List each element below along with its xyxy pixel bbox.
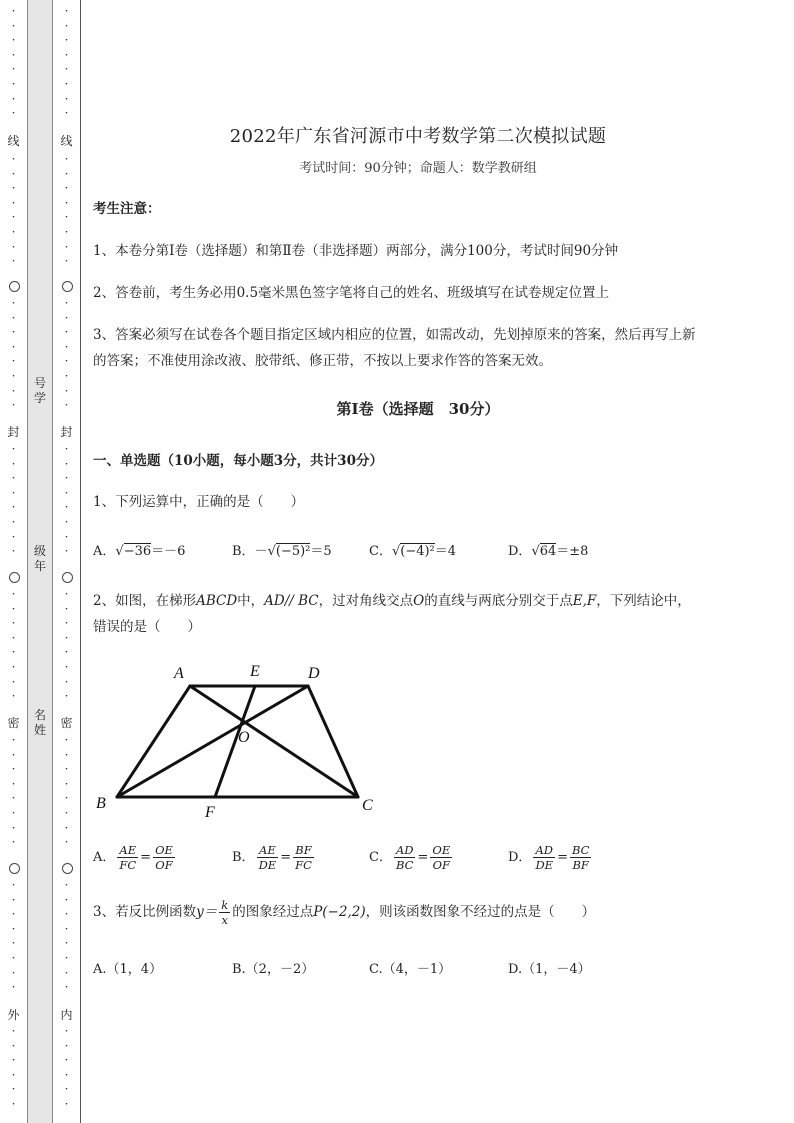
binding-char-secret: 密 xyxy=(0,716,27,730)
section-title: 第Ⅰ卷（选择题 30分） xyxy=(336,400,500,418)
q3-choice-c: C.（4，－1） xyxy=(369,962,452,977)
q1-stem: 1、下列运算中，正确的是（ ） xyxy=(93,494,305,510)
q3-choice-b: B.（2，－2） xyxy=(232,962,315,977)
q1-choice-b: B．－√(−5)²＝5 xyxy=(232,544,332,559)
vertex-b: B xyxy=(96,795,106,812)
binding-circle xyxy=(9,281,20,292)
notice-3: 3、答案必须写在试卷各个题目指定区域内相应的位置，如需改动，先划掉原来的答案，然后再写上新 xyxy=(93,327,696,343)
dotted-line: · · · · · · · · xyxy=(11,587,16,704)
trapezoid-figure xyxy=(90,652,390,824)
exam-subtitle: 考试时间：90分钟；命题人：数学教研组 xyxy=(299,161,537,176)
q3-choice-a: A.（1，4） xyxy=(93,962,163,977)
q1-choice-d: D．√64＝±8 xyxy=(508,544,589,559)
label-grade: 级 年 xyxy=(33,544,46,573)
dotted-line: · · · · · · · · xyxy=(64,878,69,995)
exam-title: 2022年广东省河源市中考数学第二次模拟试题 xyxy=(229,126,607,147)
q1-choice-a: A．√−36＝－6 xyxy=(93,544,186,559)
binding-char-secret: 密 xyxy=(53,716,80,730)
q2-choice-c: C． $\frac{AD}{BC}$ = $\frac{OE}{OF}$ xyxy=(369,843,451,872)
dotted-line: · · · · · · · · xyxy=(11,296,16,413)
binding-char-seal: 封 xyxy=(53,425,80,439)
binding-circle xyxy=(62,863,73,874)
binding-char-seal: 封 xyxy=(0,425,27,439)
binding-margin-outer xyxy=(0,0,27,1123)
dotted-line: · · · · · · · · xyxy=(11,4,16,121)
student-info-strip xyxy=(27,0,53,1123)
dotted-line: · · · · · · · · xyxy=(11,152,16,269)
q2-choice-b: B． $\frac{AE}{DE}$ = $\frac{BF}{FC}$ xyxy=(232,843,312,872)
dotted-line: · · · · · · · · xyxy=(64,4,69,121)
binding-char-outer: 外 xyxy=(0,1008,27,1022)
label-name: 名 姓 xyxy=(33,708,46,737)
binding-circle xyxy=(62,572,73,583)
dotted-line: · · · · · · · · xyxy=(64,587,69,704)
dotted-line: · · · · · · xyxy=(11,1024,16,1111)
q2-stem: 2、如图，在梯形ABCD中，AD// BC，过对角线交点O的直线与两底分别交于点E,F，下列结论中， xyxy=(93,593,691,609)
q1-choice-c: C．√(−4)²＝4 xyxy=(369,544,457,559)
q2-choice-a: A． $\frac{AE}{FC}$ = $\frac{OE}{OF}$ xyxy=(93,843,173,872)
dotted-line: · · · · · · · · xyxy=(11,442,16,559)
vertex-d: D xyxy=(308,665,320,682)
dotted-line: · · · · · · · · xyxy=(64,442,69,559)
binding-circle xyxy=(62,281,73,292)
binding-char-inner: 内 xyxy=(53,1008,80,1022)
binding-circle xyxy=(9,863,20,874)
part-title: 一、单选题（10小题，每小题3分，共计30分） xyxy=(93,453,383,469)
notice-heading: 考生注意： xyxy=(93,201,161,217)
binding-char-line: 线 xyxy=(53,134,80,148)
dotted-line: · · · · · · xyxy=(64,1024,69,1111)
dotted-line: · · · · · · · · xyxy=(64,733,69,850)
vertex-a: A xyxy=(174,665,184,682)
q2-choice-d: D． $\frac{AD}{DE}$ = $\frac{BC}{BF}$ xyxy=(508,843,590,872)
segment-ab xyxy=(117,686,190,797)
binding-char-line: 线 xyxy=(0,134,27,148)
dotted-line: · · · · · · · · xyxy=(11,733,16,850)
point-e: E xyxy=(250,663,260,680)
dotted-line: · · · · · · · · xyxy=(11,878,16,995)
point-f: F xyxy=(205,804,215,821)
q2-stem-line2: 错误的是（ ） xyxy=(93,619,201,635)
point-o: O xyxy=(238,729,250,746)
notice-2: 2、答卷前，考生务必用0.5毫米黑色签字笔将自己的姓名、班级填写在试卷规定位置上 xyxy=(93,285,610,301)
q3-choice-d: D.（1，－4） xyxy=(508,962,591,977)
dotted-line: · · · · · · · · xyxy=(64,152,69,269)
dotted-line: · · · · · · · · xyxy=(64,296,69,413)
notice-1: 1、本卷分第Ⅰ卷（选择题）和第Ⅱ卷（非选择题）两部分，满分100分，考试时间90分钟 xyxy=(93,243,619,259)
binding-margin-inner xyxy=(53,0,81,1123)
vertex-c: C xyxy=(362,797,373,814)
binding-circle xyxy=(9,572,20,583)
label-student-number: 号 学 xyxy=(33,376,46,405)
notice-3-cont: 的答案；不准使用涂改液、胶带纸、修正带，不按以上要求作答的答案无效。 xyxy=(93,353,552,369)
q3-stem: 3、若反比例函数y＝ $\frac{k}{x}$ 的图象经过点P(−2,2)，则该函数图象不经过的点是（ ） xyxy=(93,898,596,927)
